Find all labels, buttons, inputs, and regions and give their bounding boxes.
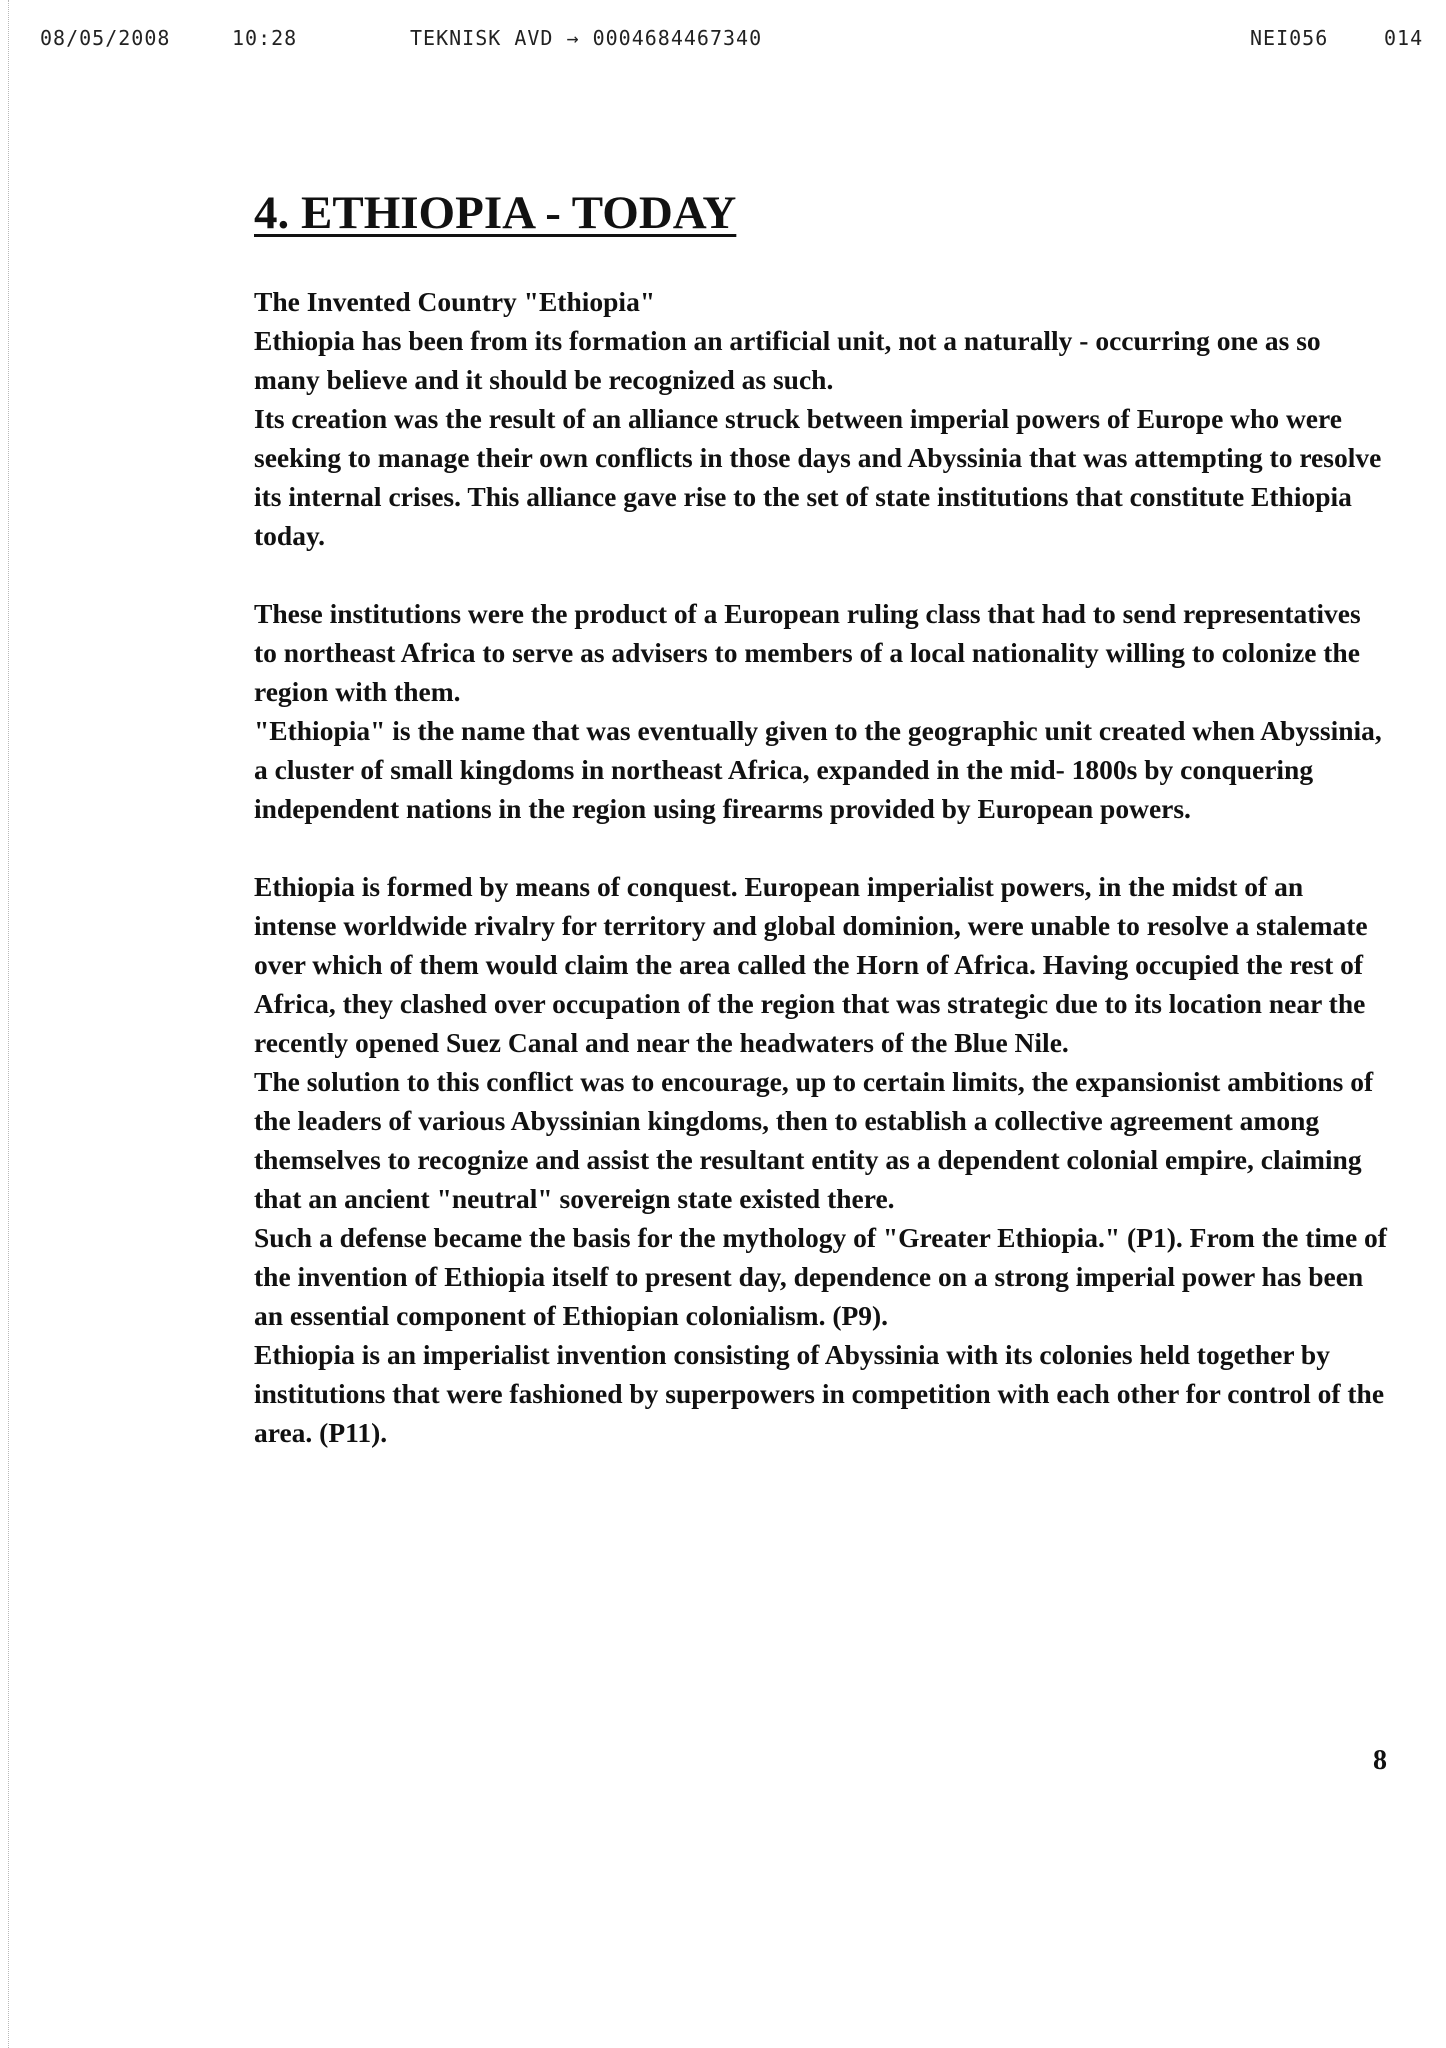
fax-time: 10:28: [232, 26, 298, 50]
page-number: 8: [1373, 1745, 1387, 1776]
paragraph: These institutions were the product of a European ruling class that had to send representatives to northeast Africa to serve as advisers to members of a local nationality willing to colonize the region with them.: [254, 598, 1361, 707]
paragraph: The solution to this conflict was to encourage, up to certain limits, the expansionist ambitions of the leaders of various Abyssinian kingdoms, then to establish a collective agreement among themselves to recognize and assist the resultant entity as a dependent colonial empire, claiming that an ancient "neutral" sovereign state existed there.: [254, 1066, 1374, 1214]
paragraph: Such a defense became the basis for the mythology of "Greater Ethiopia." (P1). From the time of the invention of Ethiopia itself to present day, dependence on a strong imperial power has been an essential component of Ethiopian colonialism. (P9).: [254, 1222, 1387, 1331]
scan-left-edge: [8, 0, 11, 2048]
section-heading: The Invented Country "Ethiopia": [254, 286, 656, 317]
paragraph: Ethiopia is an imperialist invention consisting of Abyssinia with its colonies held together by institutions that were fashioned by superpowers in competition with each other for control of the area. (P11).: [254, 1339, 1385, 1448]
fax-code: NEI056: [1250, 26, 1329, 50]
fax-header: [0, 12, 1446, 52]
paragraph: "Ethiopia" is the name that was eventually given to the geographic unit created when Abyssinia, a cluster of small kingdoms in northeast Africa, expanded in the mid- 1800s by conquering independent nations in the region using firearms provided by European powers.: [254, 715, 1382, 824]
paragraph: Ethiopia is formed by means of conquest. European imperialist powers, in the midst of an intense worldwide rivalry for territory and global dominion, were unable to resolve a stalemate over which of them would claim the area called the Horn of Africa. Having occupied the rest of Africa, they clashed over occupation of the region that was strategic due to its location near the recently opened Suez Canal and near the headwaters of the Blue Nile.: [254, 871, 1368, 1058]
paragraph: Its creation was the result of an alliance struck between imperial powers of Europe who were seeking to manage their own conflicts in those days and Abyssinia that was attempting to resolve its internal crises. This alliance gave rise to the set of state institutions that constitute Ethiopia today.: [254, 403, 1382, 551]
paragraph: Ethiopia has been from its formation an artificial unit, not a naturally - occurring one as so many believe and it should be recognized as such.: [254, 325, 1321, 395]
fax-page-number: 014: [1384, 26, 1424, 50]
page-title: 4. ETHIOPIA - TODAY: [254, 187, 737, 239]
section-conquest: [254, 867, 1389, 1452]
section-institutions: [254, 594, 1389, 828]
section-invented-country: [254, 282, 1389, 555]
fax-date: 08/05/2008: [40, 26, 171, 50]
document-body: [254, 282, 1389, 1491]
fax-sender: TEKNISK AVD → 0004684467340: [410, 26, 763, 50]
